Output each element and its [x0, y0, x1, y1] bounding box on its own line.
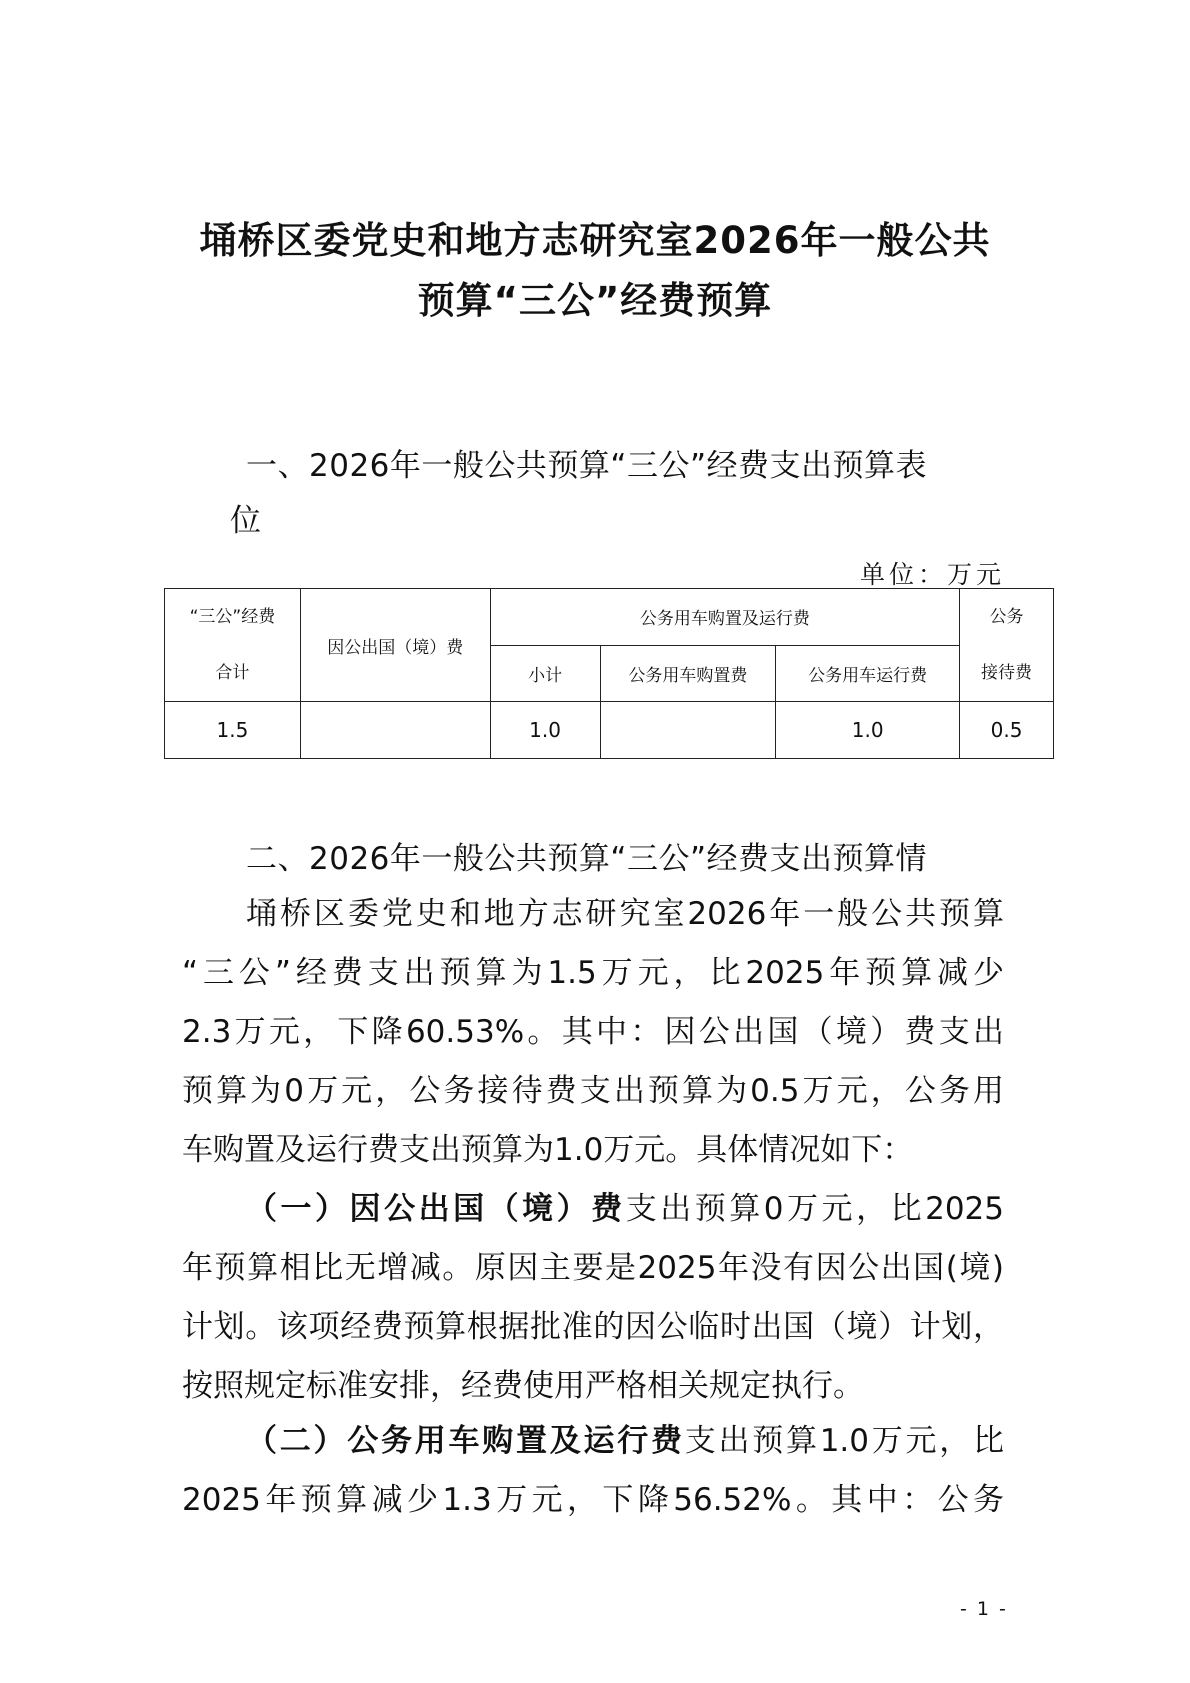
header-vehicle-group: 公务用车购置及运行费: [490, 589, 959, 646]
budget-table: [164, 588, 1054, 759]
cell-purchase: [600, 702, 776, 759]
header-abroad: 因公出国（境）费: [300, 589, 490, 702]
text-line: 2025年预算减少1.3万元，下降56.52%。其中：公务: [182, 1482, 1004, 1518]
page-number: - 1 -: [960, 1598, 1008, 1620]
abroad-line1-rest: 支出预算0万元，比2025: [625, 1191, 1005, 1227]
cell-operation: 1.0: [776, 702, 960, 759]
doc-title-line2: 预算“三公”经费预算: [417, 279, 773, 322]
header-total-line2: 合计: [215, 663, 250, 683]
text-line: 2.3万元，下降60.53%。其中：因公出国（境）费支出: [182, 1014, 1004, 1050]
cell-subtotal: 1.0: [490, 702, 600, 759]
header-operation: 公务用车运行费: [776, 645, 960, 702]
header-total-line1: “三公”经费: [189, 607, 276, 627]
cell-abroad: [300, 702, 490, 759]
section2-heading: 二、2026年一般公共预算“三公”经费支出预算情: [246, 841, 928, 877]
text-line: 年预算相比无增减。原因主要是2025年没有因公出国(境): [182, 1250, 1004, 1286]
paragraph-abroad: [182, 1180, 1004, 1416]
text-line: 预算为0万元，公务接待费支出预算为0.5万元，公务用: [182, 1073, 1004, 1109]
section1-heading-wrap: 位: [230, 503, 261, 539]
section1-heading: 一、2026年一般公共预算“三公”经费支出预算表: [246, 448, 928, 484]
text-line: [182, 1412, 1004, 1471]
doc-title-line1: 埇桥区委党史和地方志研究室2026年一般公共: [199, 219, 991, 262]
header-reception: [960, 589, 1054, 702]
header-subtotal: 小计: [490, 645, 600, 702]
header-reception-line2: 接待费: [981, 663, 1033, 683]
header-purchase: 公务用车购置费: [600, 645, 776, 702]
unit-label: 单位：万元: [860, 560, 1006, 589]
header-reception-line1: 公务: [989, 607, 1024, 627]
cell-total: 1.5: [165, 702, 301, 759]
table-row: [165, 702, 1054, 759]
text-line: 按照规定标准安排，经费使用严格相关规定执行。: [182, 1368, 864, 1404]
abroad-subheading: （一）因公出国（境）费: [246, 1191, 626, 1227]
vehicle-line1-rest: 支出预算1.0万元，比: [684, 1423, 1004, 1459]
text-line: 埇桥区委党史和地方志研究室2026年一般公共预算: [246, 896, 1004, 932]
text-line: 车购置及运行费支出预算为1.0万元。具体情况如下：: [182, 1132, 914, 1168]
header-total: [165, 589, 301, 702]
paragraph-summary: [182, 885, 1004, 1180]
cell-reception: 0.5: [960, 702, 1054, 759]
vehicle-subheading: （二）公务用车购置及运行费: [246, 1423, 685, 1459]
paragraph-vehicle: [182, 1412, 1004, 1530]
text-line: “三公”经费支出预算为1.5万元，比2025年预算减少: [182, 955, 1004, 991]
text-line: [182, 1180, 1004, 1239]
text-line: 计划。该项经费预算根据批准的因公临时出国（境）计划，: [182, 1309, 1004, 1345]
